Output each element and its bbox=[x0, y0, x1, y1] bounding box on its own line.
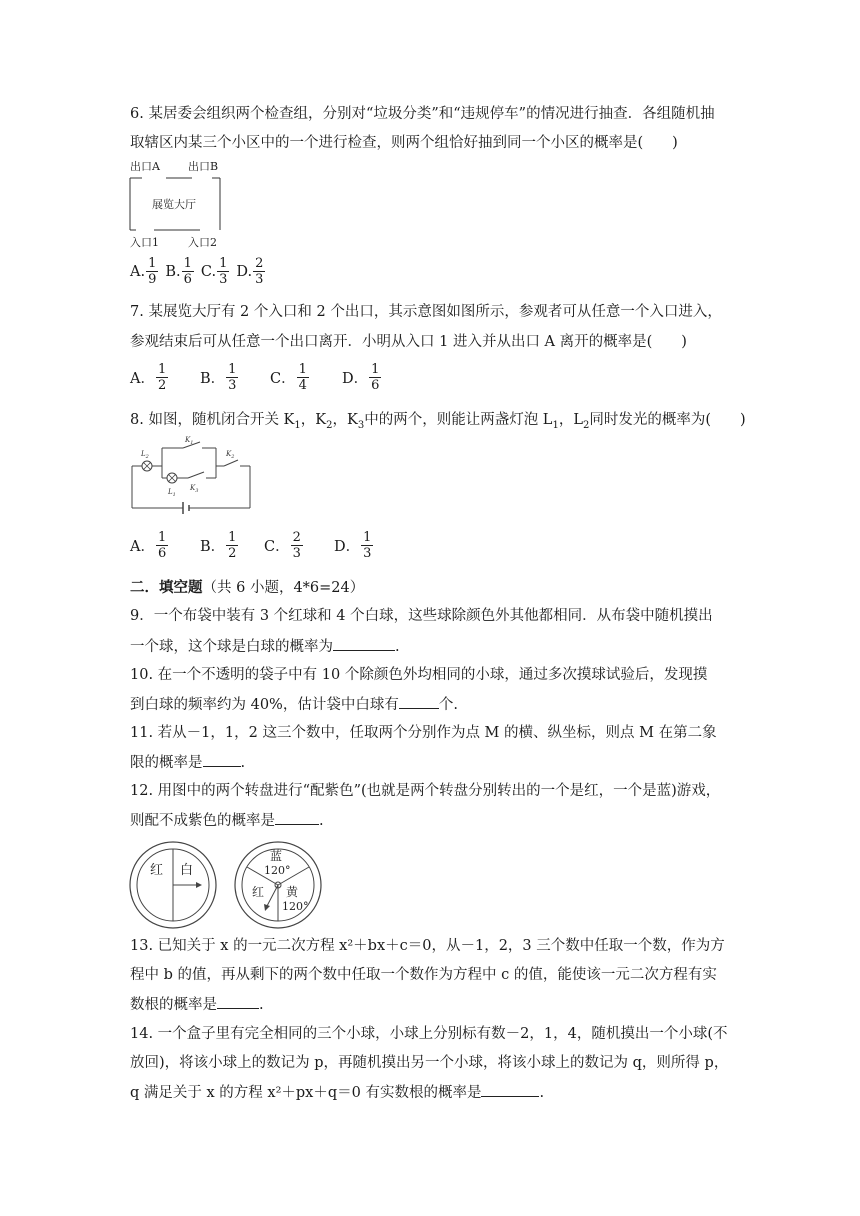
q6-option-a[interactable]: A. $\frac{1}{9}$ bbox=[130, 256, 157, 287]
q14-answer-blank[interactable] bbox=[481, 1082, 539, 1097]
q12-line-2: 则配不成紫色的概率是 . bbox=[130, 810, 324, 831]
exhibition-hall-diagram bbox=[128, 158, 228, 250]
q6-line-1: 6. 某居委会组织两个检查组，分别对“垃圾分类”和“违规停车”的情况进行抽查．各组随机抽 bbox=[130, 106, 715, 122]
k3-label: $K_3$ bbox=[190, 484, 199, 494]
q13-line-1: 13. 已知关于 x 的一元二次方程 x²＋bx＋c＝0，从－1，2，3 三个数中任取一个数，作为方 bbox=[130, 938, 725, 954]
exit-a-label: 出口A bbox=[130, 160, 160, 173]
section-2-title: 二．填空题 bbox=[130, 579, 203, 596]
wheel2-red-label: 红 bbox=[252, 885, 265, 899]
fraction: $\frac{1}{6}$ bbox=[157, 530, 167, 561]
q7-option-d[interactable]: D． $\frac{1}{6}$ bbox=[342, 362, 380, 393]
q14-line-3: q 满足关于 x 的方程 x²＋px＋q＝0 有实数根的概率是 . bbox=[130, 1082, 544, 1103]
hall-label: 展览大厅 bbox=[152, 198, 196, 211]
fraction: $\frac{1}{3}$ bbox=[219, 256, 228, 287]
q11-answer-blank[interactable] bbox=[203, 752, 241, 767]
wheel2-angle-2: 120° bbox=[282, 900, 309, 913]
q9-line-2: 一个球，这个球是白球的概率为 . bbox=[130, 636, 400, 657]
q8-option-a[interactable]: A． $\frac{1}{6}$ bbox=[130, 530, 167, 561]
q6-line-2: 取辖区内某三个小区中的一个进行检查，则两个组恰好抽到同一个小区的概率是( ) bbox=[130, 135, 678, 151]
q7-option-b[interactable]: B． $\frac{1}{3}$ bbox=[200, 362, 237, 393]
fraction: $\frac{1}{6}$ bbox=[371, 362, 380, 393]
circuit-diagram bbox=[128, 436, 256, 522]
fraction: $\frac{2}{3}$ bbox=[255, 256, 264, 287]
spinner-wheels bbox=[128, 838, 328, 932]
l2-label: $L_2$ bbox=[141, 450, 149, 460]
q7-option-c[interactable]: C． $\frac{1}{4}$ bbox=[270, 362, 307, 393]
q14-line-1: 14. 一个盒子里有完全相同的三个小球，小球上分别标有数－2，1，4，随机摸出一个小球(不 bbox=[130, 1026, 728, 1042]
spinner-wheel-1 bbox=[130, 842, 216, 928]
q9-line-1: 9．一个布袋中装有 3 个红球和 4 个白球，这些球除颜色外其他都相同．从布袋中随机摸出 bbox=[130, 608, 713, 624]
q9-answer-blank[interactable] bbox=[333, 636, 395, 651]
q13-line-2: 程中 b 的值，再从剩下的两个数中任取一个数作为方程中 c 的值，能使该一元二次方程有实 bbox=[130, 967, 717, 983]
fraction: $\frac{1}{2}$ bbox=[228, 530, 237, 561]
fraction: $\frac{1}{6}$ bbox=[183, 256, 192, 287]
fraction: $\frac{1}{4}$ bbox=[298, 362, 307, 393]
q7-line-1: 7. 某展览大厅有 2 个入口和 2 个出口，其示意图如图所示，参观者可从任意一个入口进入， bbox=[130, 304, 722, 320]
fraction: $\frac{1}{9}$ bbox=[148, 256, 157, 287]
entry-1-label: 入口1 bbox=[130, 236, 159, 249]
q12-answer-blank[interactable] bbox=[275, 810, 319, 825]
q10-line-1: 10. 在一个不透明的袋子中有 10 个除颜色外均相同的小球，通过多次摸球试验后，发现摸 bbox=[130, 667, 708, 683]
fraction: $\frac{1}{3}$ bbox=[228, 362, 237, 393]
q6-option-b[interactable]: B. $\frac{1}{6}$ bbox=[165, 256, 192, 287]
q8-line-1: 8. 如图，随机闭合开关 $K_1$，$K_2$，$K_3$中的两个，则能让两盏灯泡 $L_1$，$L_2$同时发光的概率为( ) bbox=[130, 412, 746, 431]
q10-line-2: 到白球的频率约为 40%，估计袋中白球有 个. bbox=[130, 694, 458, 715]
q6-option-c[interactable]: C. $\frac{1}{3}$ bbox=[200, 256, 228, 287]
q13-line-3: 数根的概率是 . bbox=[130, 994, 264, 1015]
q7-option-a[interactable]: A． $\frac{1}{2}$ bbox=[130, 362, 167, 393]
q8-option-b[interactable]: B． $\frac{1}{2}$ bbox=[200, 530, 237, 561]
q6-options bbox=[130, 256, 266, 287]
fraction: $\frac{2}{3}$ bbox=[292, 530, 301, 561]
fraction: $\frac{1}{3}$ bbox=[363, 530, 372, 561]
entry-2-label: 入口2 bbox=[188, 236, 217, 249]
wheel2-yellow-label: 黄 bbox=[286, 885, 299, 899]
q11-line-1: 11. 若从－1，1，2 这三个数中，任取两个分别作为点 M 的横、纵坐标，则点 M 在第二象 bbox=[130, 725, 717, 741]
section-2-note: （共 6 小题，4*6=24） bbox=[202, 580, 365, 596]
q8-option-d[interactable]: D． $\frac{1}{3}$ bbox=[334, 530, 372, 561]
wheel1-red-label: 红 bbox=[150, 863, 164, 878]
q10-answer-blank[interactable] bbox=[399, 694, 439, 709]
fraction: $\frac{1}{2}$ bbox=[157, 362, 167, 393]
k2-label: $K_2$ bbox=[226, 450, 235, 460]
exit-b-label: 出口B bbox=[188, 160, 219, 173]
wheel2-blue-label: 蓝 bbox=[270, 849, 283, 863]
q11-line-2: 限的概率是 . bbox=[130, 752, 245, 773]
q6-option-d[interactable]: D. $\frac{2}{3}$ bbox=[236, 256, 264, 287]
q12-line-1: 12. 用图中的两个转盘进行“配紫色”(也就是两个转盘分别转出的一个是红，一个是蓝)游戏， bbox=[130, 783, 721, 799]
q7-line-2: 参观结束后可从任意一个出口离开．小明从入口 1 进入并从出口 A 离开的概率是( ) bbox=[130, 334, 687, 350]
wheel2-angle-1: 120° bbox=[264, 864, 291, 877]
q14-line-2: 放回)，将该小球上的数记为 p，再随机摸出另一个小球，将该小球上的数记为 q，则所得 p， bbox=[130, 1055, 729, 1071]
l1-label: $L_1$ bbox=[168, 488, 176, 498]
section-2-heading bbox=[130, 578, 364, 598]
spinner-wheel-2 bbox=[235, 842, 321, 928]
wheel1-white-label: 白 bbox=[180, 863, 194, 878]
q8-option-c[interactable]: C． $\frac{2}{3}$ bbox=[264, 530, 301, 561]
q13-answer-blank[interactable] bbox=[217, 994, 259, 1009]
k1-label: $K_1$ bbox=[185, 436, 194, 446]
